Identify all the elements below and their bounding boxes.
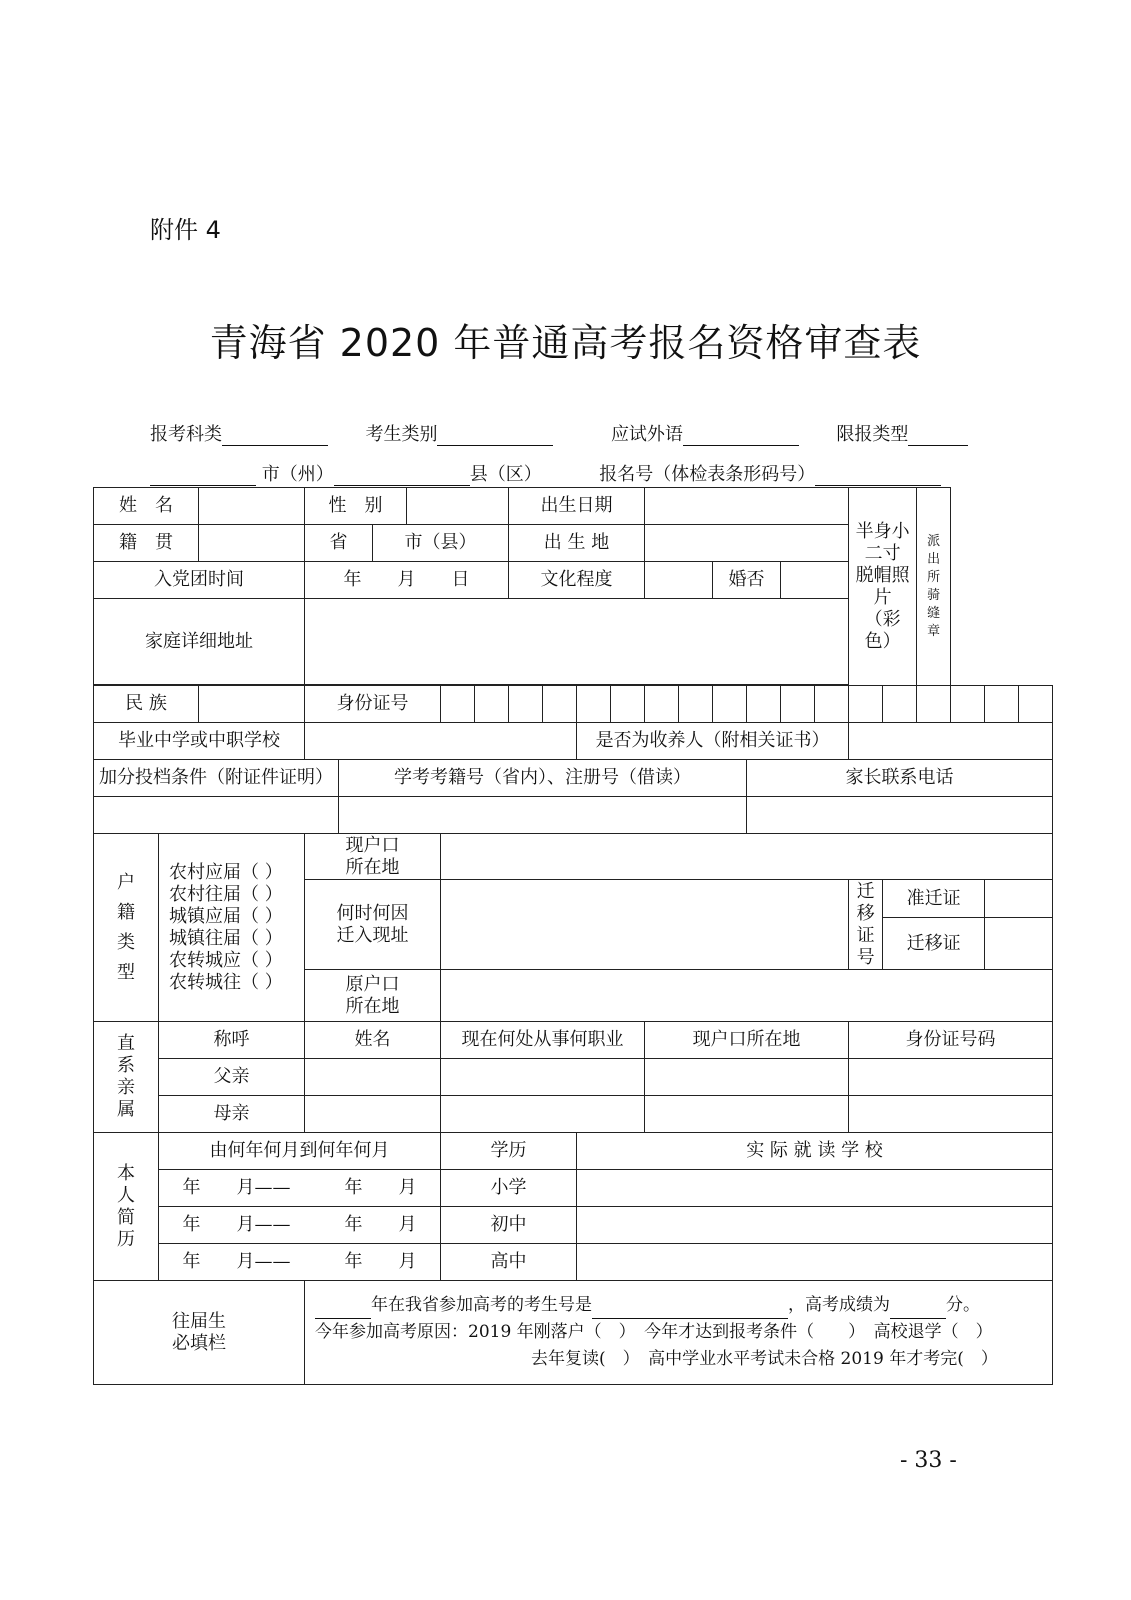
page-title: 青海省 2020 年普通高考报名资格审查表 <box>209 321 922 365</box>
transfer-label: 迁 移 证 号 <box>849 880 883 970</box>
school-label: 毕业中学或中职学校 <box>94 723 305 760</box>
language-label: 应试外语 <box>610 424 683 445</box>
address-field[interactable] <box>305 599 849 685</box>
province-label: 省 <box>305 525 373 562</box>
resume-period-senior[interactable]: 年 月—— 年 月 <box>159 1244 441 1281</box>
party-time-label: 入党团时间 <box>94 562 305 599</box>
moved-field[interactable] <box>441 880 849 970</box>
moved-label: 何时何因 迁入现址 <box>305 880 441 970</box>
rel-header-job: 现在何处从事何职业 <box>441 1022 645 1059</box>
id-digit[interactable] <box>883 686 917 723</box>
transfer-cert-field[interactable] <box>985 918 1053 970</box>
school-field[interactable] <box>305 723 577 760</box>
party-time-field[interactable]: 年 月 日 <box>305 562 509 599</box>
hukou-types[interactable]: 农村应届（ ） 农村往届（ ） 城镇应届（ ） 城镇往届（ ） 农转城应（ ） 农转城往（ ） <box>159 834 305 1022</box>
previous-line-2: 今年参加高考原因：2019 年刚落户（ ） 今年才达到报考条件（ ） 高校退学（ ） <box>315 1322 993 1342</box>
gender-field[interactable] <box>407 488 509 525</box>
parent-phone-field[interactable] <box>747 797 1053 834</box>
county-label: 县（区） <box>469 464 542 485</box>
resume-level-primary: 小学 <box>441 1170 577 1207</box>
rel-header-title: 称呼 <box>159 1022 305 1059</box>
id-no-label: 身份证号 <box>305 686 441 723</box>
resume-period-primary[interactable]: 年 月—— 年 月 <box>159 1170 441 1207</box>
id-digit[interactable] <box>577 686 611 723</box>
ethnicity-field[interactable] <box>199 686 305 723</box>
previous-line-1 <box>315 1292 1052 1319</box>
current-hukou-field[interactable] <box>441 834 1053 880</box>
header-line-1 <box>150 420 968 446</box>
subject-label: 报考科类 <box>150 424 222 445</box>
birth-date-field[interactable] <box>645 488 849 525</box>
name-label: 姓 名 <box>94 488 199 525</box>
id-digit[interactable] <box>645 686 679 723</box>
resume-school-junior[interactable] <box>577 1207 1053 1244</box>
exam-no-label: 学考考籍号（省内）、注册号（借读） <box>339 760 747 797</box>
father-id-field[interactable] <box>849 1059 1053 1096</box>
name-field[interactable] <box>199 488 305 525</box>
rel-header-name: 姓名 <box>305 1022 441 1059</box>
rel-header-hukou: 现户口所在地 <box>645 1022 849 1059</box>
reg-no-label: 报名号（体检表条形码号） <box>599 464 816 485</box>
exam-no-field[interactable] <box>339 797 747 834</box>
id-digit[interactable] <box>475 686 509 723</box>
father-job-field[interactable] <box>441 1059 645 1096</box>
previous-line1-a: 年在我省参加高考的考生号是 <box>371 1295 592 1315</box>
id-digit[interactable] <box>543 686 577 723</box>
native-place-label: 籍 贯 <box>94 525 199 562</box>
header-line-2 <box>150 460 941 486</box>
resume-school-primary[interactable] <box>577 1170 1053 1207</box>
candidate-type-label: 考生类别 <box>365 424 438 445</box>
adopted-label: 是否为收养人（附相关证书） <box>577 723 849 760</box>
resume-label: 本 人 简 历 <box>94 1133 159 1281</box>
original-hukou-label: 原户口 所在地 <box>305 970 441 1022</box>
birthplace-label: 出 生 地 <box>509 525 645 562</box>
permit-label: 准迁证 <box>883 880 985 918</box>
previous-year-field[interactable] <box>315 1298 371 1319</box>
limit-type-field[interactable] <box>908 425 968 446</box>
limit-type-label: 限报类型 <box>836 424 909 445</box>
married-label: 婚否 <box>713 562 781 599</box>
education-label: 文化程度 <box>509 562 645 599</box>
id-digit[interactable] <box>441 686 475 723</box>
birth-date-label: 出生日期 <box>509 488 645 525</box>
education-field[interactable] <box>645 562 713 599</box>
id-digit[interactable] <box>781 686 815 723</box>
id-digit[interactable] <box>713 686 747 723</box>
resume-level-junior: 初中 <box>441 1207 577 1244</box>
mother-label: 母亲 <box>159 1096 305 1133</box>
previous-exam-no-field[interactable] <box>592 1298 788 1319</box>
mother-hukou-field[interactable] <box>645 1096 849 1133</box>
previous-label: 往届生 必填栏 <box>94 1281 305 1385</box>
id-digit[interactable] <box>849 686 883 723</box>
previous-line1-b: ，高考成绩为 <box>788 1295 890 1315</box>
transfer-cert-label: 迁移证 <box>883 918 985 970</box>
ethnicity-label: 民 族 <box>94 686 199 723</box>
county-field[interactable] <box>334 465 470 486</box>
gender-label: 性 别 <box>305 488 407 525</box>
city-county-label: 市（县） <box>373 525 509 562</box>
resume-period-header: 由何年何月到何年何月 <box>159 1133 441 1170</box>
photo-box: 半身小二寸 脱帽照片 （彩 色） <box>849 488 917 686</box>
id-digit[interactable] <box>611 686 645 723</box>
resume-period-junior[interactable]: 年 月—— 年 月 <box>159 1207 441 1244</box>
language-field[interactable] <box>683 425 799 446</box>
page-number: - 33 - <box>900 1448 957 1473</box>
current-hukou-label: 现户口 所在地 <box>305 834 441 880</box>
application-form-table <box>93 487 1053 1385</box>
previous-score-field[interactable] <box>890 1298 946 1319</box>
seal-box: 派 出 所 骑 缝 章 <box>917 488 951 686</box>
subject-field[interactable] <box>222 425 328 446</box>
father-hukou-field[interactable] <box>645 1059 849 1096</box>
previous-line1-c: 分。 <box>946 1295 980 1315</box>
id-digit[interactable] <box>951 686 985 723</box>
previous-content[interactable] <box>305 1281 1053 1385</box>
id-digit[interactable] <box>509 686 543 723</box>
married-field[interactable] <box>781 562 849 599</box>
previous-line-3: 去年复读( ） 高中学业水平考试未合格 2019 年才考完( ） <box>531 1349 998 1369</box>
father-name-field[interactable] <box>305 1059 441 1096</box>
bonus-label: 加分投档条件（附证件证明） <box>94 760 339 797</box>
reg-no-field[interactable] <box>815 465 941 486</box>
birthplace-field[interactable] <box>645 525 849 562</box>
candidate-type-field[interactable] <box>437 425 553 446</box>
province-field[interactable] <box>199 525 305 562</box>
address-label: 家庭详细地址 <box>94 599 305 685</box>
id-digit[interactable] <box>815 686 849 723</box>
city-label: 市（州） <box>261 464 334 485</box>
mother-job-field[interactable] <box>441 1096 645 1133</box>
original-hukou-field[interactable] <box>441 970 1053 1022</box>
mother-id-field[interactable] <box>849 1096 1053 1133</box>
resume-level-senior: 高中 <box>441 1244 577 1281</box>
id-digit[interactable] <box>917 686 951 723</box>
adopted-field[interactable] <box>849 723 1053 760</box>
father-label: 父亲 <box>159 1059 305 1096</box>
hukou-label: 户 籍 类 型 <box>94 834 159 1022</box>
id-digit[interactable] <box>985 686 1019 723</box>
id-digit[interactable] <box>747 686 781 723</box>
attachment-label: 附件 4 <box>150 216 221 244</box>
resume-degree-header: 学历 <box>441 1133 577 1170</box>
rel-header-id: 身份证号码 <box>849 1022 1053 1059</box>
bonus-field[interactable] <box>94 797 339 834</box>
city-field[interactable] <box>150 465 256 486</box>
relatives-label: 直 系 亲 属 <box>94 1022 159 1133</box>
parent-phone-label: 家长联系电话 <box>747 760 1053 797</box>
resume-school-senior[interactable] <box>577 1244 1053 1281</box>
id-digit[interactable] <box>1019 686 1053 723</box>
resume-school-header: 实 际 就 读 学 校 <box>577 1133 1053 1170</box>
mother-name-field[interactable] <box>305 1096 441 1133</box>
id-digit[interactable] <box>679 686 713 723</box>
permit-field[interactable] <box>985 880 1053 918</box>
